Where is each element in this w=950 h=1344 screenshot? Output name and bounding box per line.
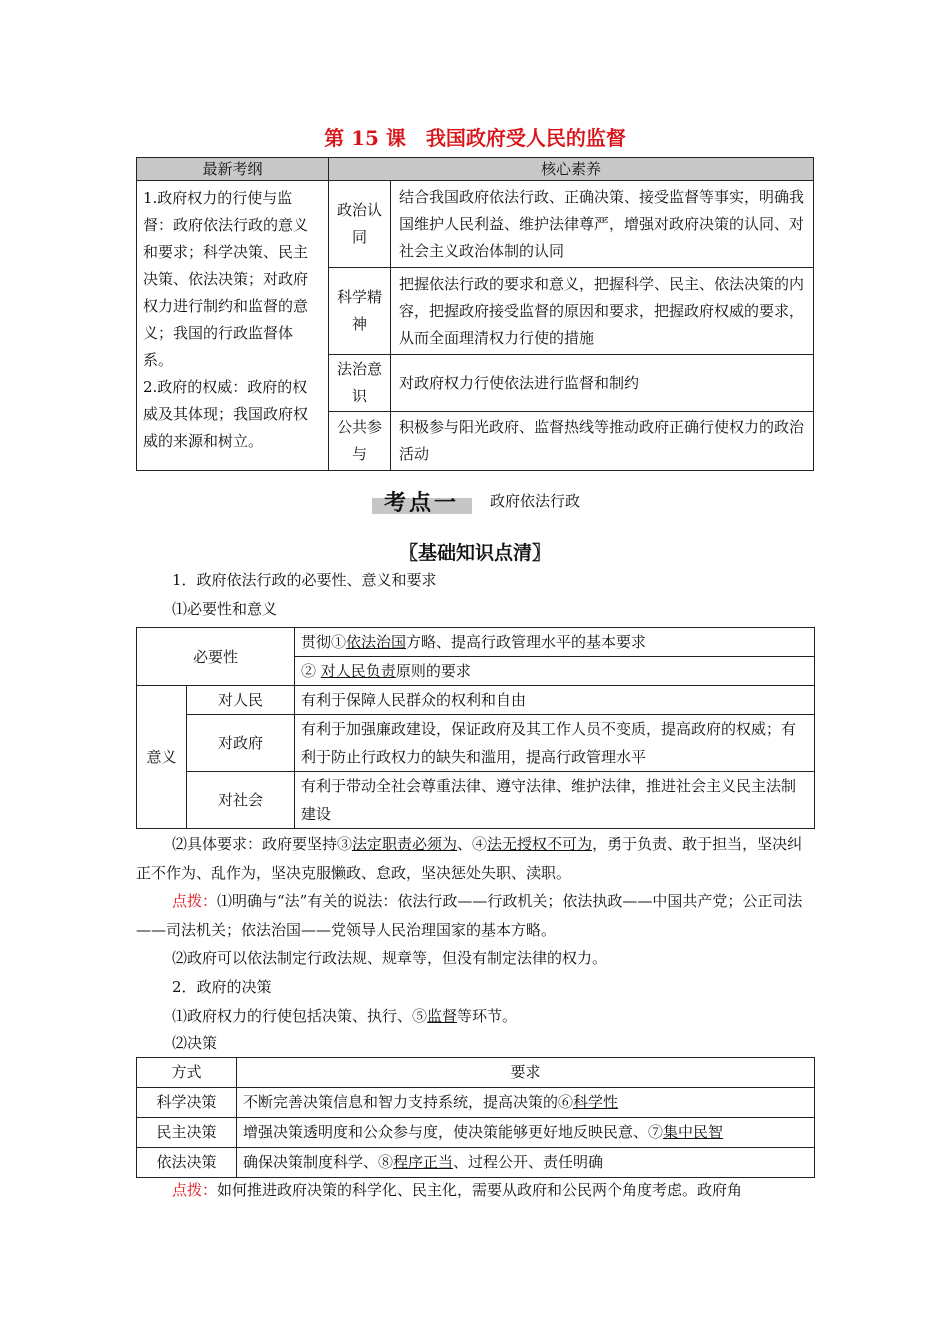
tip-label: 点拨： <box>172 1181 218 1199</box>
answer-blank: 对人民负责 <box>320 662 396 680</box>
syllabus-content <box>137 181 329 471</box>
decision-mode: 民主决策 <box>137 1118 237 1148</box>
meaning-target: 对社会 <box>187 772 295 829</box>
exam-point-label: 考点一 <box>384 490 460 516</box>
answer-blank: 法定职责必须为 <box>352 835 458 853</box>
decision-requirement: 不断完善决策信息和智力支持系统，提高决策的⑥科学性 <box>237 1088 815 1118</box>
meaning-text: 有利于加强廉政建设，保证政府及其工作人员不变质，提高政府的权威；有利于防止行政权力的缺失和滥用，提高行政管理水平 <box>295 715 815 772</box>
answer-blank: 科学性 <box>573 1093 619 1111</box>
tip-paragraph: 点拨：⑴明确与“法”有关的说法：依法行政——行政机关；依法执政——中国共产党；公正司法——司法机关；依法治国——党领导人民治理国家的基本方略。 <box>136 892 803 939</box>
paragraph: 1．政府依法行政的必要性、意义和要求 <box>172 571 437 589</box>
answer-blank: 依法治国 <box>346 633 407 651</box>
paragraph: ⑴必要性和意义 <box>172 600 278 618</box>
literacy-category: 法治意识 <box>329 355 391 412</box>
exam-point-topic: 政府依法行政 <box>490 492 581 510</box>
syllabus-header-row <box>137 158 814 181</box>
paragraph: ⑵政府可以依法制定行政法规、规章等，但没有制定法律的权力。 <box>172 949 608 967</box>
meaning-label: 意义 <box>137 686 187 829</box>
header-latest-syllabus: 最新考纲 <box>137 158 329 181</box>
decision-mode: 依法决策 <box>137 1148 237 1178</box>
meaning-text: 有利于带动全社会尊重法律、遵守法律、维护法律，推进社会主义民主法制建设 <box>295 772 815 829</box>
literacy-category: 政治认同 <box>329 181 391 268</box>
necessity-item: ② 对人民负责原则的要求 <box>295 657 815 686</box>
answer-blank: 集中民智 <box>663 1123 724 1141</box>
paragraph: ⑵决策 <box>172 1034 218 1052</box>
syllabus-item-1: 1.政府权力的行使与监督：政府依法行政的意义和要求；科学决策、民主决策、依法决策；对政府权力进行制约和监督的意义；我国的行政监督体系。 <box>143 189 309 369</box>
literacy-description: 积极参与阳光政府、监督热线等推动政府正确行使权力的政治活动 <box>391 412 814 471</box>
literacy-category: 科学精神 <box>329 268 391 355</box>
meaning-target: 对政府 <box>187 715 295 772</box>
decision-header-requirement: 要求 <box>237 1058 815 1088</box>
answer-blank: 监督 <box>427 1007 458 1025</box>
necessity-item: 贯彻①依法治国方略、提高行政管理水平的基本要求 <box>295 628 815 657</box>
decision-requirement: 增强决策透明度和公众参与度，使决策能够更好地反映民意、⑦集中民智 <box>237 1118 815 1148</box>
meaning-text: 有利于保障人民群众的权利和自由 <box>295 686 815 715</box>
tip-paragraph: 点拨：如何推进政府决策的科学化、民主化，需要从政府和公民两个角度考虑。政府角 <box>172 1181 743 1199</box>
paragraph-requirements: ⑵具体要求：政府要坚持③法定职责必须为、④法无授权不可为，勇于负责、敢于担当，坚决纠正不作为、乱作为，坚决克服懒政、怠政，坚决惩处失职、渎职。 <box>136 835 803 882</box>
decision-header-mode: 方式 <box>137 1058 237 1088</box>
lesson-title: 第 15 课 我国政府受人民的监督 <box>324 126 626 150</box>
literacy-description: 对政府权力行使依法进行监督和制约 <box>391 355 814 412</box>
literacy-description: 结合我国政府依法行政、正确决策、接受监督等事实，明确我国维护人民利益、维护法律尊严，增强对政府决策的认同、对社会主义政治体制的认同 <box>391 181 814 268</box>
header-core-literacy: 核心素养 <box>329 158 814 181</box>
decision-table <box>136 1057 815 1178</box>
necessity-label: 必要性 <box>137 628 295 686</box>
decision-requirement: 确保决策制度科学、⑧程序正当、过程公开、责任明确 <box>237 1148 815 1178</box>
meaning-target: 对人民 <box>187 686 295 715</box>
decision-mode: 科学决策 <box>137 1088 237 1118</box>
literacy-description: 把握依法行政的要求和意义，把握科学、民主、依法决策的内容，把握政府接受监督的原因和要求，把握政府权威的要求，从而全面理清权力行使的措施 <box>391 268 814 355</box>
tip-label: 点拨： <box>172 892 218 910</box>
answer-blank: 法无授权不可为 <box>487 835 593 853</box>
paragraph: ⑴政府权力的行使包括决策、执行、⑤监督等环节。 <box>172 1007 518 1025</box>
necessity-meaning-table <box>136 627 815 829</box>
answer-blank: 程序正当 <box>393 1153 454 1171</box>
paragraph: 2．政府的决策 <box>172 978 272 996</box>
section-header: 〖基础知识点清〗 <box>398 542 551 564</box>
syllabus-item-2: 2.政府的权威：政府的权威及其体现；我国政府权威的来源和树立。 <box>143 378 309 450</box>
syllabus-table <box>136 157 814 471</box>
literacy-category: 公共参与 <box>329 412 391 471</box>
